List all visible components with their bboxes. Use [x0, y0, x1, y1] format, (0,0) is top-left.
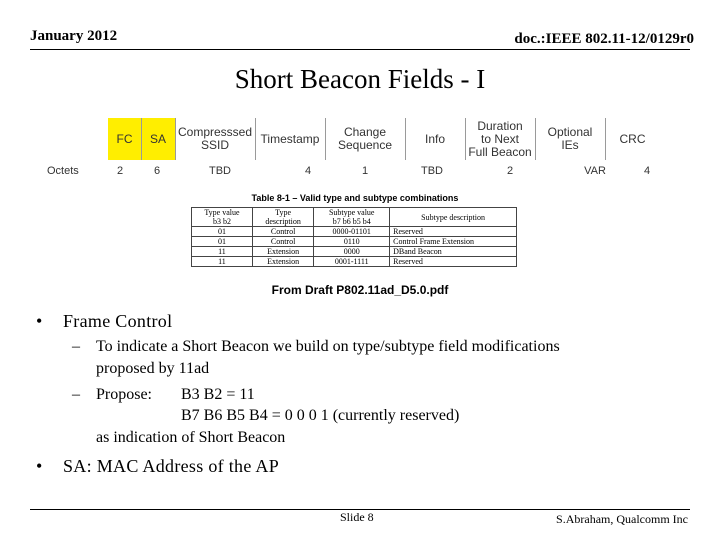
table-cell: 01	[192, 237, 253, 247]
field-separator	[405, 118, 406, 160]
table-header-line: Subtype description	[421, 212, 485, 222]
table-header-cell	[192, 208, 253, 227]
sub-bullet-dash: –	[72, 386, 80, 403]
field-7-label: Optional IEs	[547, 125, 593, 152]
table-cell: Control	[252, 237, 313, 247]
table-cell: Control Frame Extension	[390, 237, 517, 247]
field-separator	[465, 118, 466, 160]
table-row	[192, 237, 517, 247]
field-6-label: Duration to Next Full Beacon	[468, 118, 532, 159]
table-cell: Reserved	[390, 227, 517, 237]
table-cell: Reserved	[390, 257, 517, 267]
table-cell: 11	[192, 247, 253, 257]
sub-bullet-text-cont: proposed by 11ad	[96, 360, 210, 377]
field-1-label: SA	[141, 118, 175, 160]
table-cell: 0110	[314, 237, 390, 247]
field-4-octets: 1	[361, 165, 369, 177]
field-8-label: CRC	[619, 131, 646, 146]
subtype-table	[191, 207, 517, 267]
field-8-octets: 4	[643, 165, 651, 177]
source-note: From Draft P802.11ad_D5.0.pdf	[271, 283, 449, 297]
table-cell: DBand Beacon	[390, 247, 517, 257]
table-cell: 01	[192, 227, 253, 237]
field-1-octets: 6	[153, 165, 161, 177]
table-header-row	[192, 208, 517, 227]
field-3-octets: 4	[304, 165, 312, 177]
footer-author: S.Abraham, Qualcomm Inc	[556, 512, 688, 526]
propose-indication: as indication of Short Beacon	[96, 429, 286, 446]
field-separator	[325, 118, 326, 160]
table-row	[192, 247, 517, 257]
sub-bullet-dash: –	[72, 338, 80, 355]
table-header-cell	[314, 208, 390, 227]
table-header-line: Subtype value	[328, 208, 375, 217]
table-cell: 0001-1111	[314, 257, 390, 267]
octets-label: Octets	[47, 165, 79, 177]
footer-slide-number: Slide 8	[340, 510, 374, 524]
field-4-label: Change Sequence	[337, 125, 393, 152]
field-3-label: Timestamp	[260, 131, 320, 146]
field-separator	[141, 118, 142, 160]
field-7-octets: VAR	[584, 165, 606, 177]
table-cell: 11	[192, 257, 253, 267]
field-separator	[255, 118, 256, 160]
field-separator	[535, 118, 536, 160]
table-header-line: Type	[275, 208, 292, 217]
field-5-octets: TBD	[421, 165, 443, 177]
bullet-text: Frame Control	[63, 311, 173, 331]
propose-b3b2: B3 B2 = 11	[181, 386, 255, 403]
table-header-line: Type value	[204, 208, 240, 217]
propose-b7b4: B7 B6 B5 B4 = 0 0 0 1 (currently reserved)	[181, 407, 460, 424]
field-0-label: FC	[108, 118, 141, 160]
header-doc-id: doc.:IEEE 802.11-12/0129r0	[514, 31, 694, 47]
field-2-label: Compresssed SSID	[177, 125, 253, 152]
bullet-text: SA: MAC Address of the AP	[63, 456, 280, 476]
header-rule	[30, 49, 690, 50]
field-5-label: Info	[424, 131, 445, 146]
table-cell: Extension	[252, 257, 313, 267]
table-row	[192, 227, 517, 237]
propose-label: Propose:	[96, 386, 152, 403]
bullet-dot: •	[36, 456, 43, 476]
table-caption: Table 8-1 – Valid type and subtype combinations	[251, 193, 459, 203]
table-cell: Control	[252, 227, 313, 237]
bullet-dot: •	[36, 311, 43, 331]
field-0-octets: 2	[116, 165, 124, 177]
field-2-octets: TBD	[209, 165, 231, 177]
slide-title: Short Beacon Fields - I	[234, 64, 486, 94]
field-separator	[175, 118, 176, 160]
table-header-line: b7 b6 b5 b4	[332, 217, 371, 226]
table-header-line: description	[265, 217, 301, 226]
table-header-line: b3 b2	[212, 217, 231, 226]
table-row	[192, 257, 517, 267]
sub-bullet-text: To indicate a Short Beacon we build on type/subtype field modifications	[96, 338, 560, 355]
table-header-cell	[252, 208, 313, 227]
table-header-cell	[390, 208, 517, 227]
field-separator	[605, 118, 606, 160]
field-6-octets: 2	[506, 165, 514, 177]
header-date: January 2012	[30, 28, 118, 44]
field-diagram	[40, 118, 660, 182]
table-cell: Extension	[252, 247, 313, 257]
table-cell: 0000-01101	[314, 227, 390, 237]
table-cell: 0000	[314, 247, 390, 257]
